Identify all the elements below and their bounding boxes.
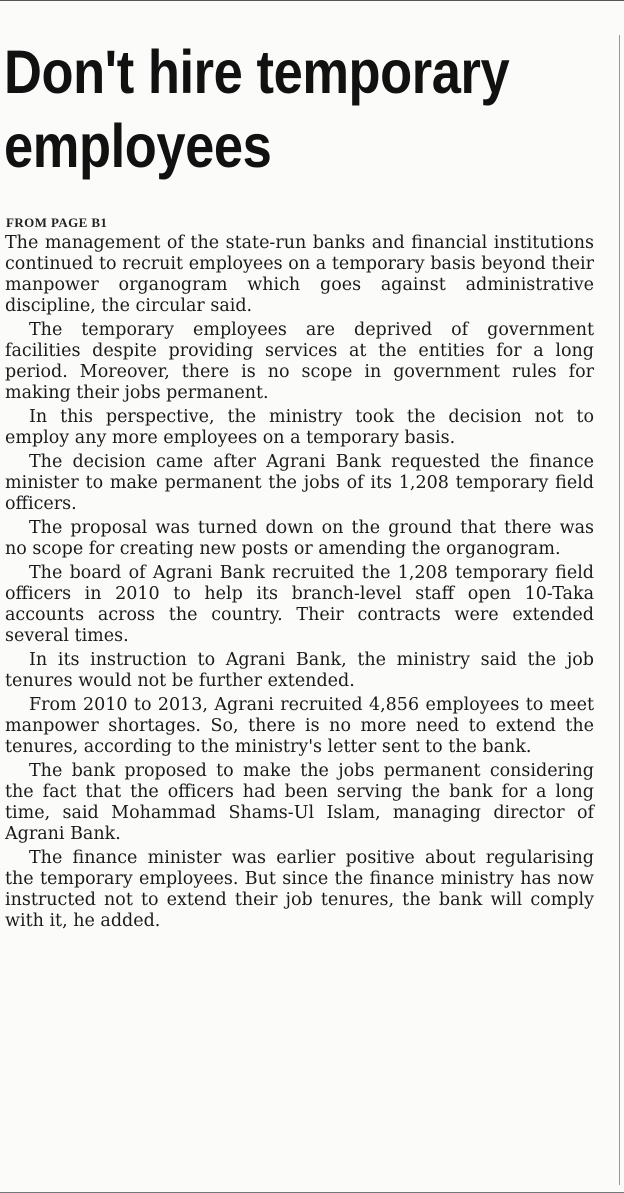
paragraph: The board of Agrani Bank recruited the 1,208 temporary field officers in 2010 to help its branch-level staff open 10-Taka accounts across the country. Their contracts were extended several times. [5, 563, 594, 646]
paragraph: From 2010 to 2013, Agrani recruited 4,856 employees to meet manpower shortages. So, there is no more need to extend the tenures, according to the ministry's letter sent to the bank. [5, 695, 594, 757]
paragraph: The proposal was turned down on the ground that there was no scope for creating new posts or amending the organogram. [5, 518, 594, 559]
paragraph: The management of the state-run banks and financial institutions continued to recruit employees on a temporary basis beyond their manpower organogram which goes against administrative discipline, the circular said. [5, 233, 594, 316]
headline: Don't hire temporary employees [4, 38, 510, 180]
paragraph: In this perspective, the ministry took the decision not to employ any more employees on a temporary basis. [5, 407, 594, 448]
paragraph: In its instruction to Agrani Bank, the ministry said the job tenures would not be further extended. [5, 650, 594, 691]
paragraph: The bank proposed to make the jobs permanent considering the fact that the officers had been serving the bank for a long time, said Mohammad Shams-Ul Islam, managing director of Agrani Bank. [5, 761, 594, 844]
column-rule [619, 35, 620, 1185]
dateline: FROM PAGE B1 [6, 215, 108, 230]
paragraph: The decision came after Agrani Bank requested the finance minister to make permanent the jobs of its 1,208 temporary field officers. [5, 452, 594, 514]
paragraph: The finance minister was earlier positive about regularising the temporary employees. But since the finance ministry has now instructed not to extend their job tenures, the bank will comply with it, he added. [5, 848, 594, 931]
paragraph: The temporary employees are deprived of government facilities despite providing services at the entities for a long period. Moreover, there is no scope in government rules for making their jobs permanent. [5, 320, 594, 403]
article-body [5, 233, 594, 935]
